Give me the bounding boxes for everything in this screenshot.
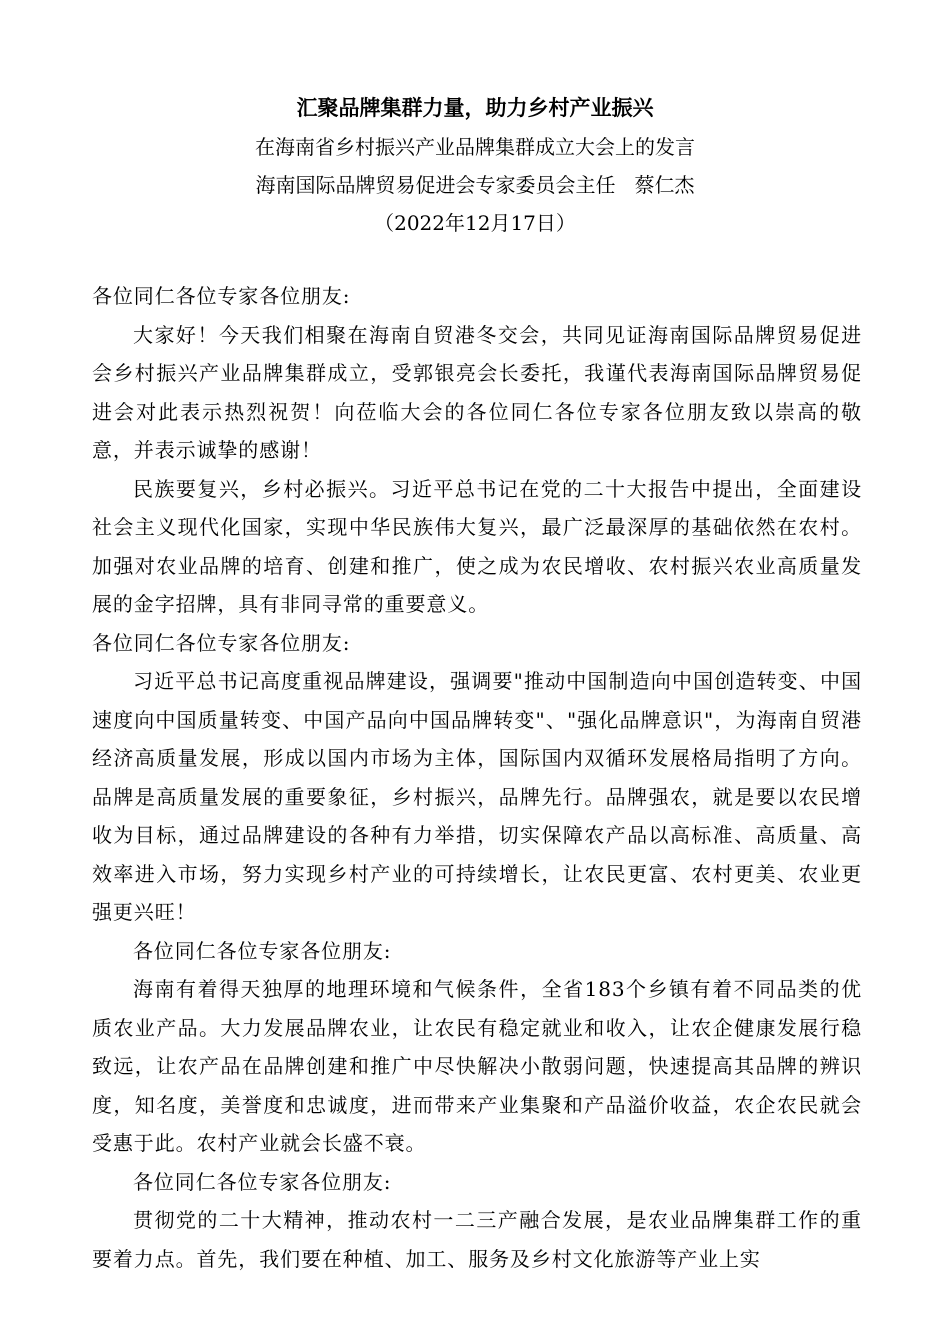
salutation: 各位同仁各位专家各位朋友:	[92, 284, 351, 308]
paragraph: 民族要复兴，乡村必振兴。习近平总书记在党的二十大报告中提出，全面建设社会主义现代化国家，实现中华民族伟大复兴，最广泛最深厚的基础依然在农村。加强对农业品牌的培育、创建和推广，使之成为农民增收、农村振兴农业高质量发展的金字招牌，具有非同寻常的重要意义。	[92, 476, 862, 616]
paragraph: 海南有着得天独厚的地理环境和气候条件，全省183个乡镇有着不同品类的优质农业产品。大力发展品牌农业，让农民有稳定就业和收入，让农企健康发展行稳致远，让农产品在品牌创建和推广中尽快解决小散弱问题，快速提高其品牌的辨识度，知名度，美誉度和忠诚度，进而带来产业集聚和产品溢价收益，农企农民就会受惠于此。农村产业就会长盛不衰。	[92, 977, 862, 1155]
document-header	[0, 88, 950, 242]
salutation: 各位同仁各位专家各位朋友:	[133, 938, 392, 963]
document-subtitle: 在海南省乡村振兴产业品牌集群成立大会上的发言	[255, 135, 695, 159]
paragraph: 大家好！今天我们相聚在海南自贸港冬交会，共同见证海南国际品牌贸易促进会乡村振兴产业品牌集群成立，受郭银亮会长委托，我谨代表海南国际品牌贸易促进会对此表示热烈祝贺！向莅临大会的各位同仁各位专家各位朋友致以崇高的敬意，并表示诚挚的感谢！	[92, 322, 862, 462]
document-date: （2022年12月17日）	[374, 211, 576, 235]
document-body	[92, 277, 862, 1278]
salutation: 各位同仁各位专家各位朋友:	[92, 630, 351, 655]
speaker-line: 海南国际品牌贸易促进会专家委员会主任 蔡仁杰	[255, 173, 695, 197]
paragraph: 贯彻党的二十大精神，推动农村一二三产融合发展，是农业品牌集群工作的重要着力点。首先，我们要在种植、加工、服务及乡村文化旅游等产业上实	[92, 1208, 862, 1271]
salutation: 各位同仁各位专家各位朋友:	[133, 1169, 392, 1194]
document-title: 汇聚品牌集群力量，助力乡村产业振兴	[296, 95, 654, 120]
paragraph: 习近平总书记高度重视品牌建设，强调要"推动中国制造向中国创造转变、中国速度向中国质量转变、中国产品向中国品牌转变"、"强化品牌意识"，为海南自贸港经济高质量发展，形成以国内市场为主体，国际国内双循环发展格局指明了方向。品牌是高质量发展的重要象征，乡村振兴，品牌先行。品牌强农，就是要以农民增收为目标，通过品牌建设的各种有力举措，切实保障农产品以高标准、高质量、高效率进入市场，努力实现乡村产业的可持续增长，让农民更富、农村更美、农业更强更兴旺！	[92, 669, 862, 924]
